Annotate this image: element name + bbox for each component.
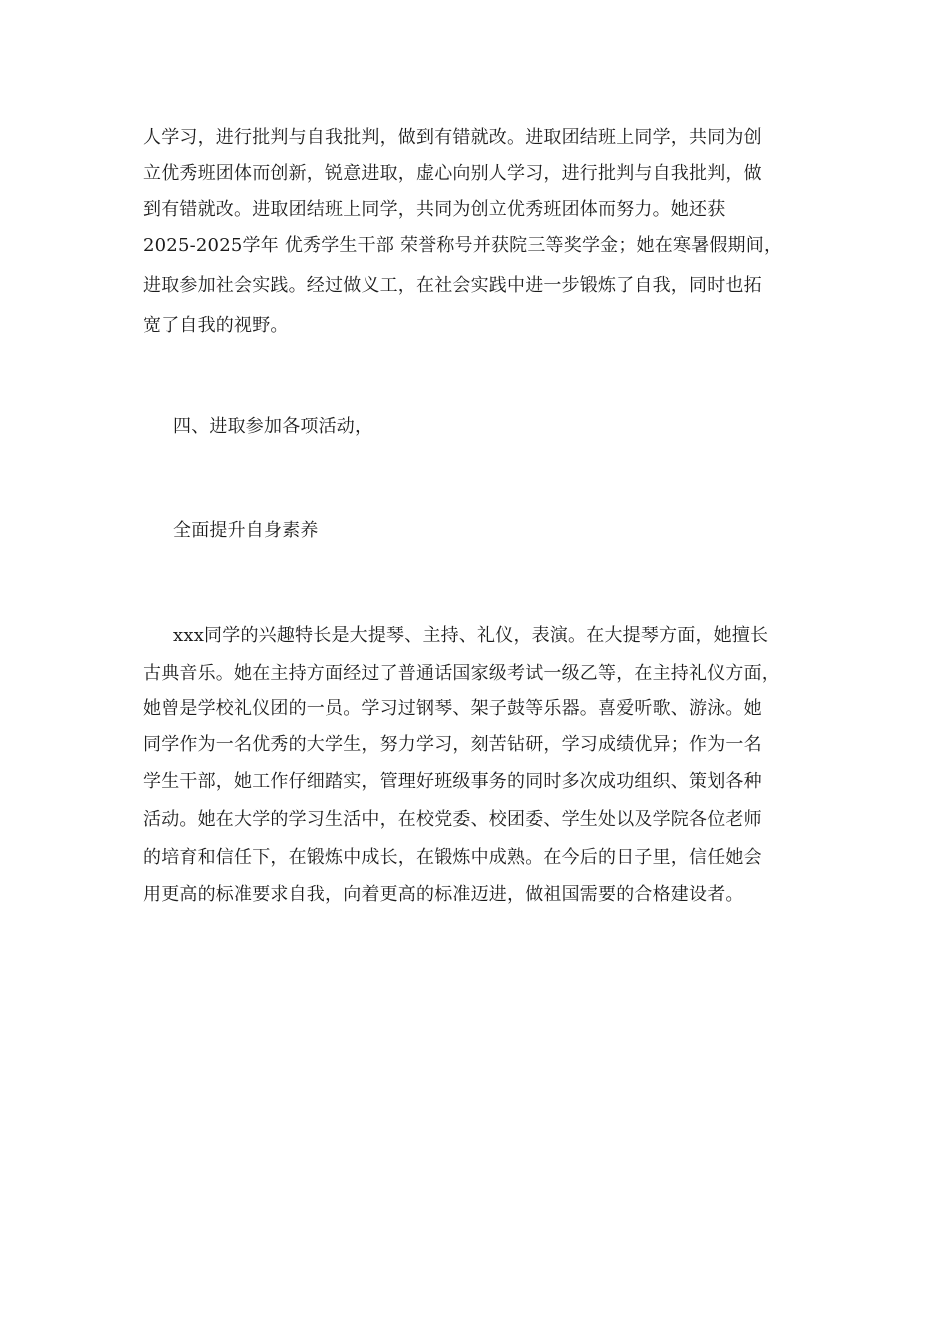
paragraph-2-line-4: 同学作为一名优秀的大学生，努力学习，刻苦钻研，学习成绩优异；作为一名 [143,734,762,755]
paragraph-2-line-1: xxx同学的兴趣特长是大提琴、主持、礼仪，表演。在大提琴方面，她擅长 [173,625,769,646]
paragraph-1-line-3: 到有错就改。进取团结班上同学，共同为创立优秀班团体而努力。她还获 [143,199,726,220]
paragraph-2-line-8: 用更高的标准要求自我，向着更高的标准迈进，做祖国需要的合格建设者。 [143,884,744,905]
paragraph-2-line-5: 学生干部，她工作仔细踏实，管理好班级事务的同时多次成功组织、策划各种 [143,771,762,792]
section-heading-4: 四、进取参加各项活动， [173,416,374,437]
paragraph-1-line-4: 2025-2025学年 优秀学生干部 荣誉称号并获院三等奖学金；她在寒暑假期间， [143,235,783,256]
section-subheading: 全面提升自身素养 [173,520,319,541]
paragraph-2-line-2: 古典音乐。她在主持方面经过了普通话国家级考试一级乙等，在主持礼仪方面， [143,663,780,684]
paragraph-1-line-1: 人学习，进行批判与自我批判，做到有错就改。进取团结班上同学，共同为创 [143,127,762,148]
paragraph-1-line-5: 进取参加社会实践。经过做义工，在社会实践中进一步锻炼了自我，同时也拓 [143,275,762,296]
paragraph-2-line-7: 的培育和信任下，在锻炼中成长，在锻炼中成熟。在今后的日子里，信任她会 [143,847,762,868]
paragraph-2-line-3: 她曾是学校礼仪团的一员。学习过钢琴、架子鼓等乐器。喜爱听歌、游泳。她 [143,698,762,719]
paragraph-1-line-2: 立优秀班团体而创新，锐意进取，虚心向别人学习，进行批判与自我批判，做 [143,163,762,184]
paragraph-2-line-6: 活动。她在大学的学习生活中，在校党委、校团委、学生处以及学院各位老师 [143,809,762,830]
paragraph-1-line-6: 宽了自我的视野。 [143,315,289,336]
